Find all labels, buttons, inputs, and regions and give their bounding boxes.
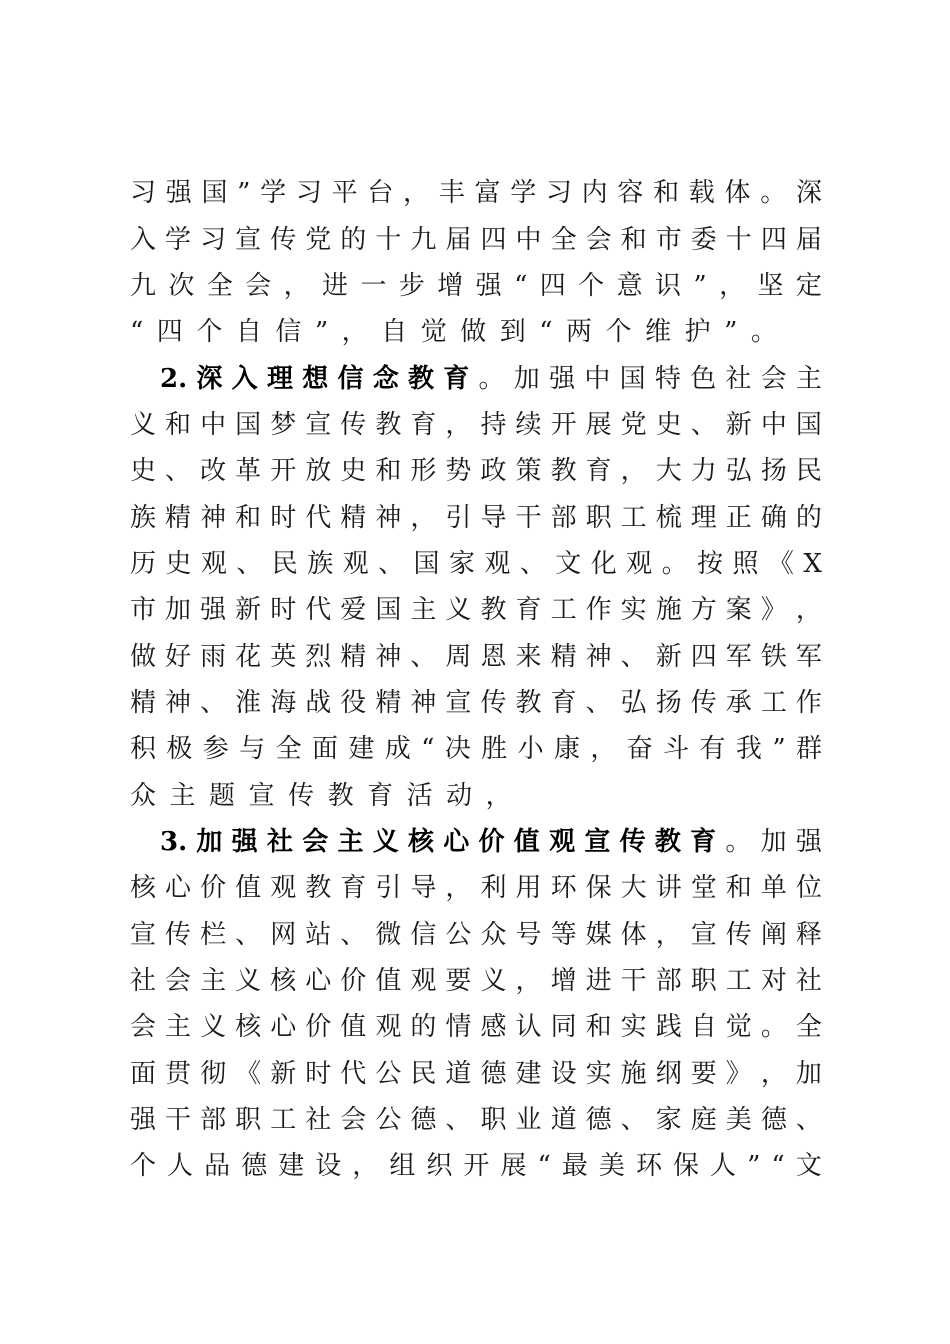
text-line: 精 神 、 淮 海 战 役 精 神 宣 传 教 育 、 弘 扬 传 承 工 作: [130, 687, 822, 718]
text-line: 宣 传 栏 、 网 站 、 微 信 公 众 号 等 媒 体 ， 宣 传 阐 释: [130, 919, 822, 950]
text-line: 核 心 价 值 观 教 育 引 导 ， 利 用 环 保 大 讲 堂 和 单 位: [130, 873, 822, 904]
text-line: 史 、 改 革 开 放 史 和 形 势 政 策 教 育 ， 大 力 弘 扬 民: [130, 456, 822, 487]
text-line: 众 主 题 宣 传 教 育 活 动 ，: [130, 780, 512, 811]
text-line: 义 和 中 国 梦 宣 传 教 育 ， 持 续 开 展 党 史 、 新 中 国: [130, 409, 822, 440]
text-line: 个 人 品 德 建 设 ， 组 织 开 展 “ 最 美 环 保 人 ” “ 文: [130, 1151, 822, 1182]
text-line: 面 贯 彻 《 新 时 代 公 民 道 德 建 设 实 施 纲 要 》 ， 加: [130, 1058, 822, 1089]
text-line: 历 史 观 、 民 族 观 、 国 家 观 、 文 化 观 。 按 照 《 X: [130, 548, 822, 579]
text-line: 强 干 部 职 工 社 会 公 德 、 职 业 道 德 、 家 庭 美 德 、: [130, 1105, 822, 1136]
text-line: 积 极 参 与 全 面 建 成 “ 决 胜 小 康 ， 奋 斗 有 我 ” 群: [130, 734, 822, 765]
text-line: 族 精 神 和 时 代 精 神 ， 引 导 干 部 职 工 梳 理 正 确 的: [130, 502, 822, 533]
text-line: 习 强 国 ” 学 习 平 台 ， 丰 富 学 习 内 容 和 载 体 。 深: [130, 178, 822, 209]
text-line: 会 主 义 核 心 价 值 观 的 情 感 认 同 和 实 践 自 觉 。 全: [130, 1012, 822, 1043]
text-line: 3. 加 强 社 会 主 义 核 心 价 值 观 宣 传 教 育 。 加 强: [160, 826, 822, 857]
text-line: “ 四 个 自 信 ” ， 自 觉 做 到 “ 两 个 维 护 ” 。: [130, 317, 777, 348]
text-line: 入 学 习 宣 传 党 的 十 九 届 四 中 全 会 和 市 委 十 四 届: [130, 224, 822, 255]
text-line: 九 次 全 会 ， 进 一 步 增 强 “ 四 个 意 识 ” ， 坚 定: [130, 270, 822, 301]
text-line: 2. 深 入 理 想 信 念 教 育 。 加 强 中 国 特 色 社 会 主: [160, 363, 822, 394]
body-text: [130, 170, 822, 1190]
text-line: 社 会 主 义 核 心 价 值 观 要 义 ， 增 进 干 部 职 工 对 社: [130, 966, 822, 997]
text-line: 做 好 雨 花 英 烈 精 神 、 周 恩 来 精 神 、 新 四 军 铁 军: [130, 641, 822, 672]
text-line: 市 加 强 新 时 代 爱 国 主 义 教 育 工 作 实 施 方 案 》 ，: [130, 595, 822, 626]
